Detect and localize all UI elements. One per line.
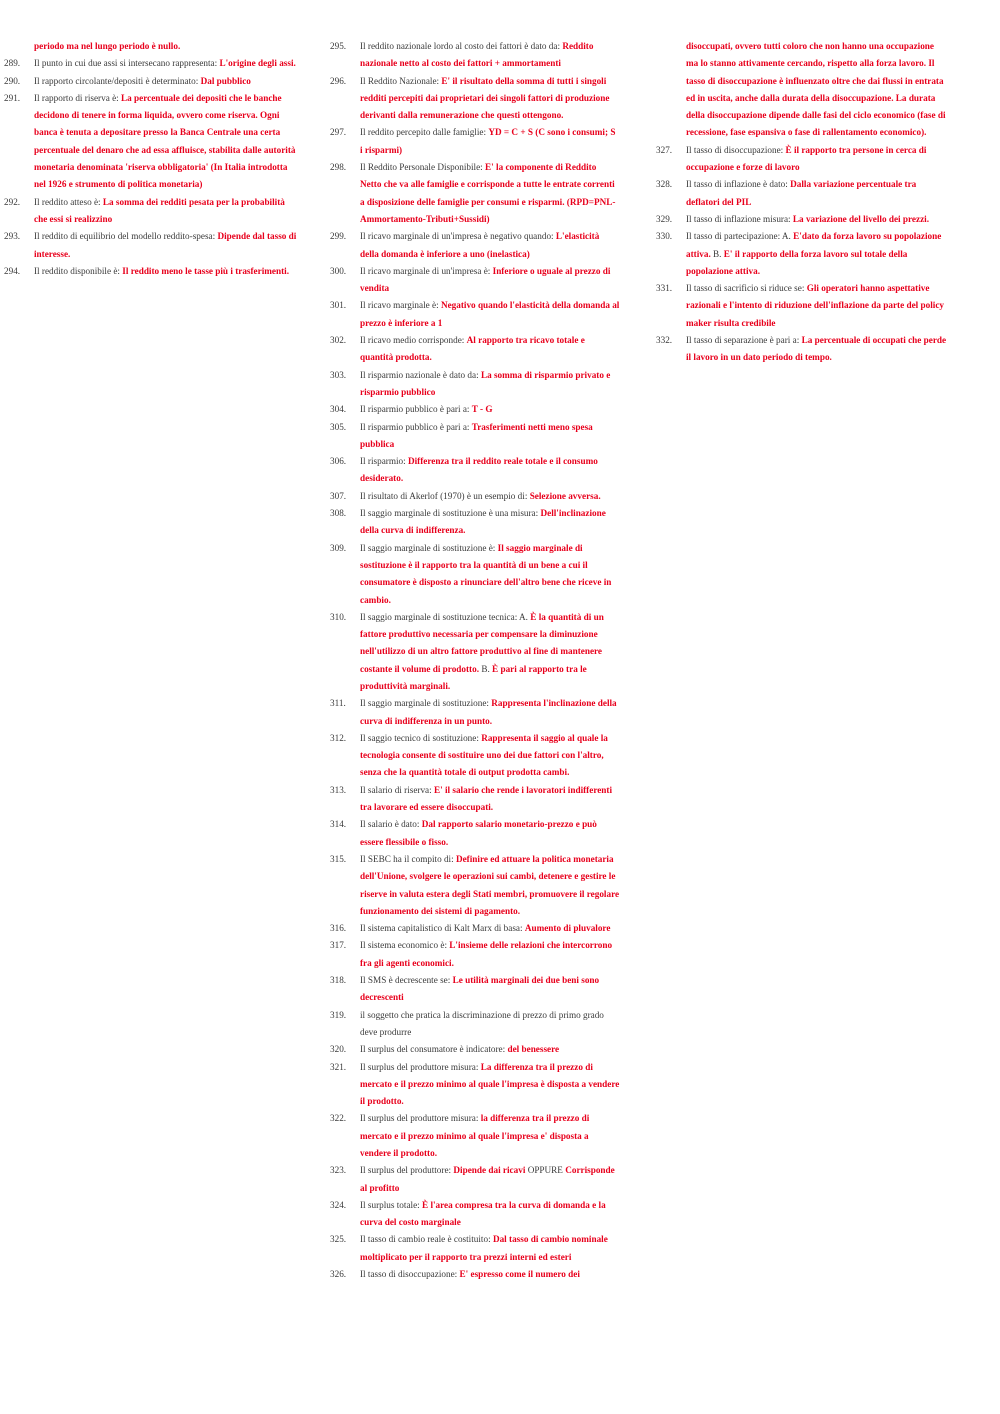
answer-text: E' il risultato della somma di tutti i singoli redditi percepiti dai proprietari dei singoli fattori di produzione derivanti dalla remunerazione che questi ottengono. (360, 75, 610, 121)
list-item (330, 297, 620, 332)
list-item (330, 937, 620, 972)
answer-text: L'elasticità della domanda è inferiore a uno (inelastica) (360, 231, 600, 259)
answer-text: E' espresso come il numero dei (459, 1269, 580, 1280)
answer-text: La percentuale dei depositi che le banche decidono di tenere in forma liquida, ovvero come riserva. Ogni banca è tenuta a depositare presso la Banca Centrale una certa percentuale del denaro che ad essa affluisce, stabilita dalle autorità monetaria denominata 'riserva obbligatoria' (In Italia introdotta nel 1926 e strumento di politica monetaria) (34, 92, 296, 190)
list-item (330, 1059, 620, 1111)
item-number: 328. (656, 179, 673, 190)
item-number: 308. (330, 508, 347, 519)
list-item (4, 194, 300, 229)
item-number: 304. (330, 404, 347, 415)
list-item (656, 332, 948, 367)
answer-text: Dal pubblico (200, 75, 251, 86)
answer-text-part: Corrisponde al profitto (360, 1165, 615, 1193)
question-text: Il SMS è decrescente se: (360, 975, 451, 986)
question-text: Il surplus totale: (360, 1199, 420, 1210)
answer-text: La percentuale di occupati che perde il lavoro in un dato periodo di tempo. (686, 335, 947, 363)
question-text: Il Reddito Personale Disponibile: (360, 162, 483, 173)
continued-answer: disoccupati, ovvero tutti coloro che non hanno una occupazione ma lo stanno attivamente cercando, rispetto alla forza lavoro. Il tasso di disoccupazione è influenzato oltre che dai flussi in entrata ed in uscita, anche dalla durata della disoccupazione. La durata della disoccupazione dipende dalle fasi del ciclo economico (fase di recessione, fase espansiva o fase di rallentamento economico). (686, 41, 946, 138)
item-number: 329. (656, 213, 673, 224)
question-text: Il tasso di inflazione è dato: (686, 179, 788, 190)
column-right (656, 38, 948, 367)
list-item (4, 90, 300, 194)
answer-text: Selezione avversa. (529, 490, 601, 501)
item-number: 291. (4, 92, 21, 103)
answer-text: La somma dei redditi pesata per la probabilità che essi si realizzino (34, 196, 285, 224)
list-item (330, 730, 620, 782)
list-item (330, 73, 620, 125)
question-text: Il ricavo marginale di un'impresa è negativo quando: (360, 231, 554, 242)
answer-text: Rappresenta l'inclinazione della curva di indifferenza in un punto. (360, 698, 617, 726)
item-number: 296. (330, 75, 347, 86)
question-text-part: OPPURE (527, 1165, 563, 1176)
question-text: Il surplus del consumatore è indicatore: (360, 1044, 506, 1055)
item-number: 303. (330, 369, 347, 380)
item-number: 327. (656, 144, 673, 155)
item-number: 307. (330, 490, 347, 501)
item-number: 289. (4, 58, 21, 69)
item-number: 330. (656, 231, 673, 242)
item-number: 323. (330, 1165, 347, 1176)
answer-text: T - G (471, 404, 493, 415)
answer-text: Aumento di pluvalore (524, 923, 611, 934)
list-item (330, 695, 620, 730)
answer-text: Inferiore o uguale al prezzo di vendita (360, 265, 611, 294)
answer-text: È la quantità di un fattore produttivo necessaria per compensare la diminuzione nell'utilizzo di un altro fattore produttivo al fine di mantenere costante il volume di prodotto. (360, 611, 604, 674)
question-text: Il surplus del produttore misura: (360, 1113, 479, 1124)
answer-text: Dipende dal tasso di interesse. (34, 231, 297, 259)
question-text: Il ricavo medio corrisponde: (360, 335, 465, 346)
answer-text: Dal rapporto salario monetario-prezzo e può essere flessibile o fisso. (360, 819, 597, 847)
list-item (330, 540, 620, 609)
question-text-part: B. (481, 663, 490, 674)
list-item (330, 332, 620, 367)
list-item (330, 124, 620, 159)
column-middle (330, 38, 620, 1283)
question-text: Il rapporto di riserva è: (34, 92, 119, 103)
answer-text: Le utilità marginali dei due beni sono decrescenti (360, 975, 600, 1003)
question-text: Il sistema capitalistico di Kalt Marx di basa: (360, 923, 523, 934)
list-item (330, 1197, 620, 1232)
item-number: 309. (330, 542, 347, 553)
item-number: 312. (330, 732, 347, 743)
question-text: Il surplus del produttore: (360, 1165, 452, 1176)
question-text: Il tasso di cambio reale è costituito: (360, 1234, 491, 1245)
answer-text: La differenza tra il prezzo di mercato e il prezzo minimo al quale l'impresa è disposta a vendere il prodotto. (360, 1061, 620, 1107)
question-text: Il reddito disponibile è: (34, 265, 120, 276)
question-text: Il SEBC ha il compito di: (360, 853, 454, 864)
list-item (656, 176, 948, 211)
question-text: Il saggio marginale di sostituzione tecnica: A. (360, 611, 528, 622)
item-number: 314. (330, 819, 347, 830)
question-text: Il salario di riserva: (360, 784, 432, 795)
answer-text: È il rapporto tra persone in cerca di occupazione e forze di lavoro (686, 144, 927, 173)
answer-text: Il reddito meno le tasse più i trasferimenti. (122, 265, 290, 276)
item-number: 317. (330, 940, 347, 951)
answer-text: E' il salario che rende i lavoratori indifferenti tra lavorare ed essere disoccupati. (360, 784, 613, 813)
list-item (330, 1041, 620, 1058)
item-number: 290. (4, 75, 21, 86)
item-number: 301. (330, 300, 347, 311)
list-item (330, 367, 620, 402)
question-text: Il saggio marginale di sostituzione è: (360, 542, 496, 553)
question-text: Il saggio marginale di sostituzione è una misura: (360, 508, 539, 519)
answer-text: L'origine degli assi. (219, 58, 296, 69)
answer-text: L'insieme delle relazioni che intercorrono fra gli agenti economici. (360, 940, 613, 968)
list-item (330, 263, 620, 298)
question-text: Il saggio tecnico di sostituzione: (360, 732, 479, 743)
item-number: 305. (330, 421, 347, 432)
question-text: Il Reddito Nazionale: (360, 75, 440, 86)
item-number: 316. (330, 923, 347, 934)
question-text: Il risparmio pubblico è pari a: (360, 421, 470, 432)
list-item (330, 159, 620, 228)
answer-text: Dell'inclinazione della curva di indifferenza. (360, 508, 606, 536)
question-text: Il tasso di disoccupazione: (360, 1269, 458, 1280)
item-number: 292. (4, 196, 21, 207)
question-text: Il reddito di equilibrio del modello reddito-spesa: (34, 231, 216, 242)
item-number: 310. (330, 611, 347, 622)
list-item (330, 401, 620, 418)
answer-text: È l'area compresa tra la curva di domanda e la curva del costo marginale (360, 1199, 606, 1228)
question-text: Il reddito percepito dalle famiglie: (360, 127, 487, 138)
answer-text: del benessere (507, 1044, 560, 1055)
answer-text: Differenza tra il reddito reale totale e il consumo desiderato. (360, 456, 598, 484)
list-item (330, 453, 620, 488)
item-number: 321. (330, 1061, 347, 1072)
list-item (330, 488, 620, 505)
answer-text: Al rapporto tra ricavo totale e quantità prodotta. (360, 335, 585, 363)
list-item (330, 1231, 620, 1266)
list-item (330, 1162, 620, 1197)
list-item (656, 142, 948, 177)
question-text: Il punto in cui due assi si intersecano rappresenta: (34, 58, 218, 69)
answer-text: la differenza tra il prezzo di mercato e il prezzo minimo al quale l'impresa e' disposta a vendere il prodotto. (360, 1113, 590, 1158)
list-item (330, 228, 620, 263)
answer-text: E'dato da forza lavoro su popolazione attiva. (686, 231, 942, 259)
list-item (330, 419, 620, 454)
question-text: Il reddito atteso è: (34, 196, 101, 207)
item-number: 324. (330, 1199, 347, 1210)
question-text: Il reddito nazionale lordo al costo dei fattori è dato da: (360, 41, 561, 51)
item-number: 318. (330, 975, 347, 986)
question-text: Il tasso di partecipazione: A. (686, 231, 791, 242)
answer-text: Dipende dai ricavi (453, 1165, 526, 1176)
question-text: Il tasso di disoccupazione: (686, 144, 784, 155)
question-list (330, 38, 620, 1283)
question-text-part: B. (713, 248, 722, 259)
question-text: Il risparmio pubblico è pari a: (360, 404, 470, 415)
list-item (330, 920, 620, 937)
question-text: Il risparmio: (360, 456, 406, 467)
item-number: 294. (4, 265, 21, 276)
question-text: Il tasso di inflazione misura: (686, 213, 791, 224)
item-number: 299. (330, 231, 347, 242)
list-item (4, 73, 300, 90)
list-item (330, 1266, 620, 1283)
answer-text: YD = C + S (C sono i consumi; S i risparmi) (360, 127, 616, 155)
question-text: Il surplus del produttore misura: (360, 1061, 479, 1072)
answer-text: Trasferimenti netti meno spesa pubblica (360, 421, 593, 449)
answer-text: Il saggio marginale di sostituzione è il rapporto tra la quantità di un bene a cui il consumatore è disposto a rinunciare dell'altro bene che riceve in cambio. (360, 542, 612, 605)
item-number: 293. (4, 231, 21, 242)
item-number: 326. (330, 1269, 347, 1280)
question-text: Il salario è dato: (360, 819, 420, 830)
question-text: Il tasso di separazione è pari a: (686, 335, 800, 346)
answer-text: Rappresenta il saggio al quale la tecnologia consente di sostituire uno dei due fattori con l'altro, senza che la quantità totale di output prodotta cambi. (360, 732, 608, 778)
item-number: 320. (330, 1044, 347, 1055)
list-item (656, 280, 948, 332)
question-text: Il sistema economico è: (360, 940, 447, 951)
question-text: Il risparmio nazionale è dato da: (360, 369, 479, 380)
list-item (330, 1110, 620, 1162)
list-item (4, 55, 300, 72)
item-number: 319. (330, 1009, 347, 1020)
question-list (656, 142, 948, 367)
list-item (330, 851, 620, 920)
item-number: 332. (656, 335, 673, 346)
question-text: Il tasso di sacrificio si riduce se: (686, 283, 805, 294)
item-number: 315. (330, 853, 347, 864)
item-number: 298. (330, 162, 347, 173)
list-item (330, 1007, 620, 1042)
list-item (330, 972, 620, 1007)
item-number: 302. (330, 335, 347, 346)
answer-text: La variazione del livello dei prezzi. (792, 213, 930, 224)
question-text: Il risultato di Akerlof (1970) è un esempio di: (360, 490, 528, 501)
answer-text: E' la componente di Reddito Netto che va alle famiglie e corrisponde a tutte le entrate correnti a disposizione delle famiglie per consumi e risparmi. (RPD=PNL-Ammortamento-Tributi+Sussidi) (360, 162, 616, 224)
list-item (4, 263, 300, 280)
column-left (4, 38, 300, 280)
question-list (4, 55, 300, 280)
item-number: 306. (330, 456, 347, 467)
list-item (656, 211, 948, 228)
answer-text: La somma di risparmio privato e risparmio pubblico (360, 369, 611, 397)
list-item (4, 228, 300, 263)
question-text: Il ricavo marginale di un'impresa è: (360, 265, 491, 276)
item-number: 313. (330, 784, 347, 795)
answer-text: Definire ed attuare la politica monetaria dell'Unione, svolgere le operazioni sui cambi, detenere e gestire le riserve in valuta estera degli Stati membri, promuovere il regolare funzionamento dei sistemi di pagamento. (360, 853, 620, 916)
list-item (656, 228, 948, 280)
item-number: 295. (330, 41, 347, 51)
answer-text: Gli operatori hanno aspettative razionali e l'intento di riduzione dell'inflazione da parte del policy maker risulta credibile (686, 283, 945, 328)
item-number: 322. (330, 1113, 347, 1124)
item-number: 331. (656, 283, 673, 294)
answer-text: Negativo quando l'elasticità della domanda al prezzo è inferiore a 1 (360, 300, 620, 328)
list-item (330, 38, 620, 73)
list-item (330, 782, 620, 817)
answer-text: Dal tasso di cambio nominale moltiplicato per il rapporto tra prezzi interni ed esteri (360, 1234, 608, 1262)
question-text: il soggetto che pratica la discriminazione di prezzo di primo grado deve produrre (360, 1009, 604, 1037)
item-number: 300. (330, 265, 347, 276)
answer-text-part: È pari al rapporto tra le produttività marginali. (360, 663, 587, 691)
item-number: 311. (330, 698, 346, 709)
list-item (330, 609, 620, 695)
answer-text-part: E' il rapporto della forza lavoro sul totale della popolazione attiva. (686, 248, 908, 276)
list-item (330, 816, 620, 851)
item-number: 297. (330, 127, 347, 138)
item-number: 325. (330, 1234, 347, 1245)
list-item (330, 505, 620, 540)
answer-text: Reddito nazionale netto al costo dei fattori + ammortamenti (360, 41, 594, 69)
continued-answer: periodo ma nel lungo periodo è nullo. (34, 41, 181, 51)
answer-text: Dalla variazione percentuale tra deflatori del PIL (686, 179, 917, 207)
question-text: Il ricavo marginale è: (360, 300, 439, 311)
question-text: Il saggio marginale di sostituzione: (360, 698, 489, 709)
question-text: Il rapporto circolante/depositi è determinato: (34, 75, 199, 86)
